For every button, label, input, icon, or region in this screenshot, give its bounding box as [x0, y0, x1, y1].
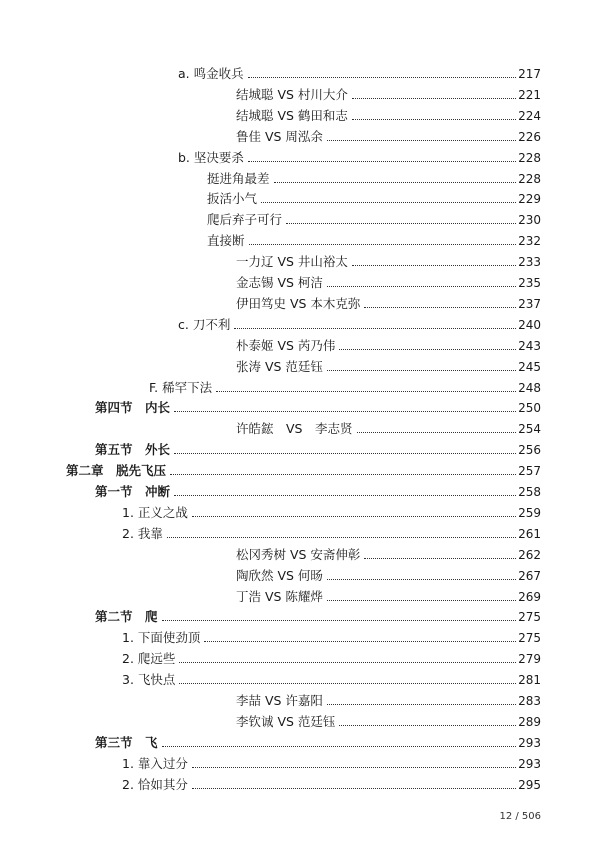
dot-leader: [364, 307, 516, 308]
toc-entry-title: 丁浩 VS 陈耀烨: [236, 588, 323, 604]
toc-entry-title: 松冈秀树 VS 安斋伸彰: [236, 546, 361, 562]
toc-entry[interactable]: [122, 773, 541, 793]
toc-entry-page: 258: [518, 485, 541, 499]
dot-leader: [327, 579, 516, 580]
dot-leader: [364, 558, 516, 559]
toc-entry[interactable]: [207, 229, 541, 249]
toc-entry-title: 结城聪 VS 鹤田和志: [236, 107, 348, 123]
dot-leader: [192, 516, 516, 517]
toc-entry[interactable]: [236, 271, 541, 291]
toc-entry[interactable]: [236, 710, 541, 730]
toc-entry-title: 李喆 VS 许嘉阳: [236, 693, 323, 708]
dot-leader: [339, 725, 516, 726]
toc-entry-title: 鲁佳 VS 周泓余: [236, 128, 323, 144]
toc-entry[interactable]: [95, 396, 541, 416]
toc-entry[interactable]: [178, 313, 541, 333]
toc-entry-title: 伊田笃史 VS 本木克弥: [236, 295, 361, 311]
toc-entry-title: 1. 下面使劲顶: [122, 630, 201, 646]
toc-entry-title: 第二章 脱先飞压: [66, 463, 167, 479]
toc-entry[interactable]: [236, 292, 541, 312]
toc-entry-page: 224: [518, 108, 541, 123]
dot-leader: [339, 349, 516, 350]
dot-leader: [179, 662, 516, 663]
dot-leader: [352, 98, 516, 99]
dot-leader: [352, 265, 516, 266]
toc-entry-title: 3. 飞快点: [122, 672, 176, 688]
toc-entry-title: 金志锡 VS 柯洁: [236, 275, 323, 290]
toc-entry-title: 2. 我靠: [122, 525, 163, 541]
dot-leader: [234, 328, 516, 329]
toc-entry-title: 第一节 冲断: [95, 484, 171, 499]
toc-entry-title: 陶欣然 VS 何旸: [236, 567, 323, 583]
dot-leader: [248, 77, 516, 78]
toc-entry-title: 2. 恰如其分: [122, 776, 188, 792]
toc-entry[interactable]: [236, 355, 541, 375]
toc-entry-title: 结城聪 VS 村川大介: [236, 86, 348, 102]
page-number: 12 / 506: [499, 811, 541, 822]
dot-leader: [249, 244, 517, 245]
toc-entry-title: 李钦诚 VS 范廷钰: [236, 713, 336, 729]
toc-entry-page: 289: [518, 714, 541, 729]
toc-entry[interactable]: [236, 543, 541, 563]
toc-entry-title: 第二节 爬: [95, 609, 158, 625]
dot-leader: [327, 704, 516, 705]
toc-entry[interactable]: [122, 626, 541, 646]
dot-leader: [327, 286, 516, 287]
dot-leader: [192, 788, 516, 789]
dot-leader: [248, 161, 516, 162]
toc-entry-page: 233: [518, 255, 541, 270]
toc-entry-page: 261: [518, 526, 541, 541]
toc-entry-page: 283: [518, 694, 541, 708]
toc-entry-page: 248: [518, 380, 541, 395]
toc-entry-page: 269: [518, 589, 541, 604]
toc-entry[interactable]: [207, 187, 541, 207]
toc-entry-page: 259: [518, 505, 541, 520]
toc-entry-title: c. 刀不利: [178, 316, 231, 332]
toc-entry-page: 254: [518, 422, 541, 437]
dot-leader: [162, 620, 517, 621]
toc-entry[interactable]: [95, 480, 541, 500]
toc-entry[interactable]: [236, 585, 541, 605]
toc-entry-title: 许皓鋐 VS 李志贤: [236, 421, 353, 437]
dot-leader: [179, 683, 516, 684]
toc-entry[interactable]: [236, 250, 541, 270]
dot-leader: [327, 140, 516, 141]
toc-entry[interactable]: [122, 647, 541, 667]
toc-entry[interactable]: [207, 208, 541, 228]
dot-leader: [167, 537, 516, 538]
toc-entry[interactable]: [122, 501, 541, 521]
toc-entry-title: F. 稀罕下法: [149, 379, 213, 395]
toc-entry-title: 第四节 内长: [95, 400, 171, 416]
toc-entry[interactable]: [95, 438, 541, 458]
toc-entry[interactable]: [66, 459, 541, 479]
toc-entry[interactable]: [236, 125, 541, 145]
toc-entry-page: 228: [518, 171, 541, 186]
dot-leader: [216, 391, 516, 392]
toc-entry-title: 第三节 飞: [95, 734, 158, 750]
toc-entry[interactable]: [178, 62, 541, 82]
toc-entry-title: 扳活小气: [207, 191, 258, 207]
toc-entry[interactable]: [149, 376, 541, 396]
dot-leader: [174, 453, 516, 454]
toc-entry-title: 朴泰姬 VS 芮乃伟: [236, 337, 336, 353]
toc-entry[interactable]: [95, 731, 541, 751]
dot-leader: [174, 411, 516, 412]
toc-entry-page: 237: [518, 296, 541, 311]
toc-entry-title: a. 鸣金收兵: [178, 66, 244, 81]
toc-entry[interactable]: [236, 83, 541, 103]
dot-leader: [261, 202, 516, 203]
toc-entry-title: 第五节 外长: [95, 442, 171, 458]
dot-leader: [162, 746, 517, 747]
toc-entry-page: 279: [518, 652, 541, 667]
toc-entry-page: 217: [518, 67, 541, 81]
toc-entry-title: 1. 正义之战: [122, 504, 188, 520]
toc-entry-page: 235: [518, 276, 541, 290]
toc-entry[interactable]: [236, 417, 541, 437]
toc-entry-title: 2. 爬远些: [122, 651, 176, 667]
dot-leader: [174, 495, 516, 496]
dot-leader: [204, 641, 516, 642]
toc-entry-page: 256: [518, 443, 541, 458]
toc-entry-page: 229: [518, 192, 541, 207]
toc-entry-page: 232: [518, 234, 541, 249]
toc-entry[interactable]: [236, 689, 541, 709]
dot-leader: [170, 474, 516, 475]
toc-entry-page: 221: [518, 87, 541, 102]
toc-entry-page: 262: [518, 547, 541, 562]
toc-entry-page: 293: [518, 735, 541, 750]
dot-leader: [286, 223, 516, 224]
toc-entry[interactable]: [95, 605, 541, 625]
toc-entry[interactable]: [207, 167, 541, 187]
toc-entry[interactable]: [236, 564, 541, 584]
toc-entry-title: b. 坚决要杀: [178, 149, 244, 165]
toc-entry-page: 230: [518, 213, 541, 228]
dot-leader: [352, 119, 516, 120]
toc-entry-page: 240: [518, 317, 541, 332]
toc-entry-page: 281: [518, 673, 541, 688]
toc-entry[interactable]: [236, 104, 541, 124]
toc-entry[interactable]: [178, 146, 541, 166]
toc-entry-page: 245: [518, 359, 541, 374]
toc-entry-page: 243: [518, 338, 541, 353]
toc-entry-page: 275: [518, 631, 541, 646]
toc-entry[interactable]: [122, 668, 541, 688]
toc-entry[interactable]: [122, 522, 541, 542]
toc-entry-page: 226: [518, 129, 541, 144]
dot-leader: [357, 432, 517, 433]
dot-leader: [192, 767, 516, 768]
toc-entry-title: 挺进角最差: [207, 170, 270, 186]
toc-entry-page: 257: [518, 464, 541, 479]
toc-entry[interactable]: [122, 752, 541, 772]
toc-entry-page: 250: [518, 401, 541, 416]
dot-leader: [274, 182, 517, 183]
toc-entry[interactable]: [236, 334, 541, 354]
toc-entry-title: 1. 靠入过分: [122, 755, 188, 771]
dot-leader: [327, 600, 516, 601]
toc-entry-title: 直接断: [207, 233, 245, 249]
toc-entry-page: 228: [518, 150, 541, 165]
toc-entry-page: 275: [518, 610, 541, 625]
toc-entry-page: 295: [518, 777, 541, 792]
toc-entry-title: 张涛 VS 范廷钰: [236, 358, 323, 374]
toc-entry-page: 267: [518, 568, 541, 583]
dot-leader: [327, 370, 516, 371]
toc-entry-title: 一力辽 VS 井山裕太: [236, 254, 348, 270]
toc-entry-title: 爬后弃子可行: [207, 212, 283, 228]
toc-entry-page: 293: [518, 756, 541, 771]
